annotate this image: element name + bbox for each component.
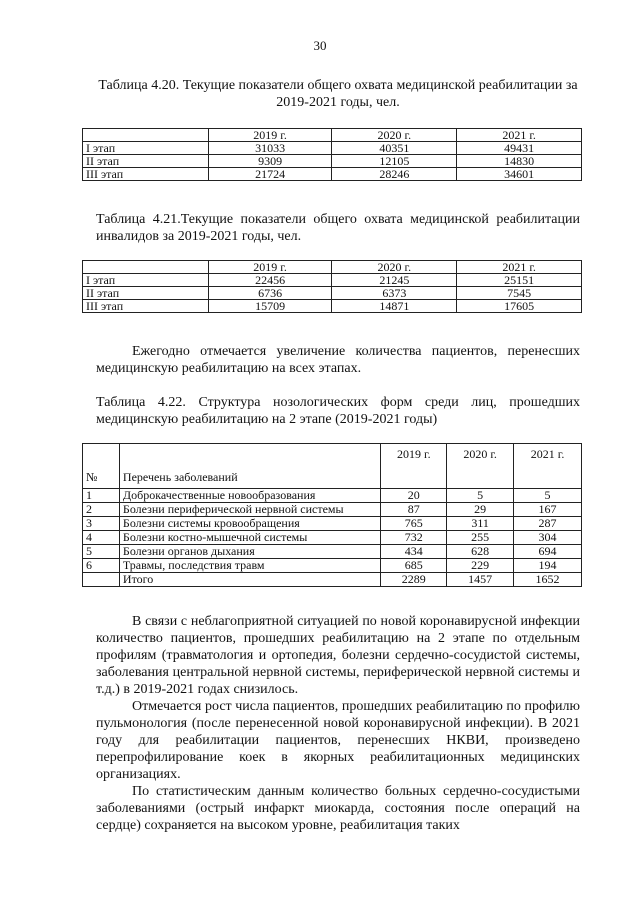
header-cell: 2020 г. [332,129,457,142]
table-total-row [83,573,582,587]
table-row [83,168,582,181]
paragraph-covid-decrease: В связи с неблагоприятной ситуацией по новой коронавирусной инфекции количество пациентов, прошедших реабилитацию на 2 этапе по отдельным профилям (травматология и ортопедия, болезни сердечно-сосудистой системы, заболевания центральной нервной системы, периферической нервной системы и т.д.) в 2019-2021 годах снизилось. [96,614,580,697]
table-cell: 49431 [457,142,582,155]
header-diseases: Перечень заболеваний [119,444,380,489]
table-cell: 194 [514,559,582,573]
table-row [83,155,582,168]
table-row [83,517,582,531]
table-cell: 28246 [332,168,457,181]
row-number: 2 [83,503,120,517]
row-label: II этап [83,155,209,168]
table-cell: 5 [447,489,514,503]
table-cell: 229 [447,559,514,573]
row-label: Болезни периферической нервной системы [119,503,380,517]
table-header-row [83,261,582,274]
row-number: 4 [83,531,120,545]
header-cell: 2021 г. [514,444,582,489]
table-cell: 1457 [447,573,514,587]
table-cell: 685 [381,559,447,573]
table-cell: 434 [381,545,447,559]
table-header-row [83,129,582,142]
header-number: № [83,444,120,489]
row-number: 5 [83,545,120,559]
header-cell [83,129,209,142]
row-label: I этап [83,274,209,287]
row-number: 3 [83,517,120,531]
table-4-20 [82,128,582,181]
row-label: Болезни костно-мышечной системы [119,531,380,545]
table-cell: 7545 [457,287,582,300]
table-cell: 304 [514,531,582,545]
table-cell: 9309 [208,155,332,168]
row-label: III этап [83,300,209,313]
row-label: I этап [83,142,209,155]
table-cell: 20 [381,489,447,503]
paragraph-cardio: По статистическим данным количество больных сердечно-сосудистыми заболеваниями (острый инфаркт миокарда, состояния после операций на сердце) сохраняется на высоком уровне, реабилитация таких [96,784,580,833]
table-cell: 40351 [332,142,457,155]
table-cell: 34601 [457,168,582,181]
header-cell: 2020 г. [332,261,457,274]
table-cell: 628 [447,545,514,559]
table-cell: 21245 [332,274,457,287]
header-cell: 2020 г. [447,444,514,489]
header-cell: 2021 г. [457,129,582,142]
table-row [83,531,582,545]
table-row [83,503,582,517]
table-cell: 5 [514,489,582,503]
page-number: 30 [313,38,327,53]
table-row [83,142,582,155]
row-label: II этап [83,287,209,300]
table-cell: 12105 [332,155,457,168]
paragraph-increase: Ежегодно отмечается увеличение количества пациентов, перенесших медицинскую реабилитацию на всех этапах. [96,344,580,376]
table-4-22-caption: Таблица 4.22. Структура нозологических форм среди лиц, прошедших медицинскую реабилитацию на 2 этапе (2019-2021 годы) [96,395,580,427]
table-cell: 87 [381,503,447,517]
table-cell: 311 [447,517,514,531]
table-header-row [83,444,582,489]
table-4-20-caption: Таблица 4.20. Текущие показатели общего охвата медицинской реабилитации за 2019-2021 годы, чел. [98,78,578,110]
table-row [83,274,582,287]
table-cell: 287 [514,517,582,531]
row-label: Итого [119,573,380,587]
table-4-21 [82,260,582,313]
table-row [83,489,582,503]
table-cell: 6373 [332,287,457,300]
row-number: 6 [83,559,120,573]
table-cell: 765 [381,517,447,531]
header-cell: 2019 г. [381,444,447,489]
table-cell: 22456 [208,274,332,287]
table-cell: 14830 [457,155,582,168]
header-cell [83,261,209,274]
header-cell: 2019 г. [208,261,332,274]
table-cell: 17605 [457,300,582,313]
table-cell: 21724 [208,168,332,181]
table-cell: 6736 [208,287,332,300]
row-label: III этап [83,168,209,181]
table-cell: 31033 [208,142,332,155]
table-4-21-caption: Таблица 4.21.Текущие показатели общего охвата медицинской реабилитации инвалидов за 2019-2021 годы, чел. [96,212,580,244]
row-label: Болезни системы кровообращения [119,517,380,531]
row-number: 1 [83,489,120,503]
table-row [83,300,582,313]
table-cell: 732 [381,531,447,545]
table-cell: 25151 [457,274,582,287]
table-row [83,287,582,300]
table-cell: 694 [514,545,582,559]
table-cell: 29 [447,503,514,517]
row-label: Болезни органов дыхания [119,545,380,559]
header-cell: 2019 г. [208,129,332,142]
header-cell: 2021 г. [457,261,582,274]
table-cell: 2289 [381,573,447,587]
table-row [83,545,582,559]
table-cell: 255 [447,531,514,545]
row-number [83,573,120,587]
table-cell: 1652 [514,573,582,587]
row-label: Травмы, последствия травм [119,559,380,573]
table-4-22 [82,443,582,587]
paragraph-pulmonology: Отмечается рост числа пациентов, прошедших реабилитацию по профилю пульмонология (после перенесенной новой коронавирусной инфекции). В 2021 году для реабилитации пациентов, перенесших НКВИ, произведено перепрофилирование коек в якорных реабилитационных медицинских организациях. [96,699,580,782]
table-cell: 15709 [208,300,332,313]
table-cell: 167 [514,503,582,517]
table-cell: 14871 [332,300,457,313]
row-label: Доброкачественные новообразования [119,489,380,503]
table-row [83,559,582,573]
